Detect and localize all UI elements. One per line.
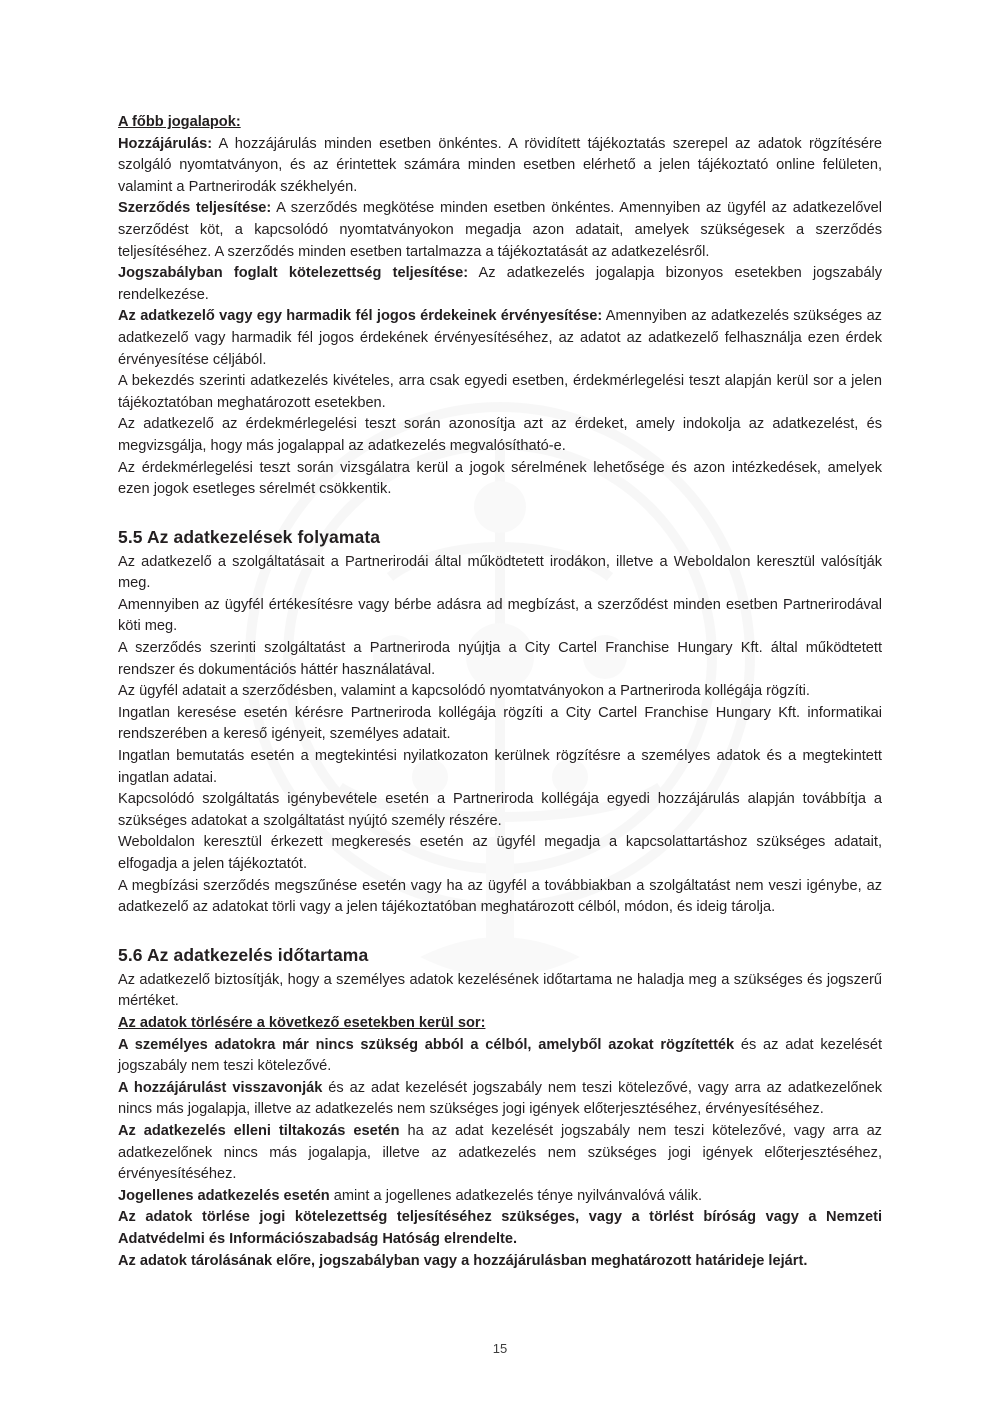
- section-heading-5-5: 5.5 Az adatkezelések folyamata: [118, 526, 381, 547]
- deletion-case-text: és az adat kezelését jogszabály nem teszi kötelezővé.: [118, 1036, 882, 1075]
- deletion-case-4: [118, 1186, 882, 1208]
- paragraph-text: Az adatkezelés jogalapja bizonyos esetekben jogszabály rendelkezése.: [118, 265, 883, 303]
- paragraph-jogszabalyi-kotelezettseg: [118, 263, 882, 306]
- section-heading-5-6: 5.6 Az adatkezelés időtartama: [118, 944, 369, 965]
- deletion-case-lead: Az adatok törlése jogi kötelezettség teljesítéséhez szükséges, vagy a törlést bíróság vagy a Nemzeti Adatvédelmi és Információszabadság Hatóság elrendelte.: [118, 1209, 882, 1247]
- deletion-case-lead: A személyes adatokra már nincs szükség abból a célból, amelyből azokat rögzítették: [118, 1036, 735, 1053]
- deletion-case-text: ha az adat kezelését jogszabály nem teszi kötelezővé, vagy arra az adatkezelőnek nincs más jogalapja, illetve az adatkezelés nem szükséges jogi igények előterjesztéséhez, érvényesítéséhez.: [118, 1122, 882, 1183]
- paragraph-hozzajarulas: [118, 134, 882, 199]
- deletion-case-text: amint a jogellenes adatkezelés ténye nyilvánvalóvá válik.: [329, 1187, 703, 1204]
- deletion-case-3: [118, 1121, 882, 1186]
- deletion-case-5: [118, 1207, 882, 1250]
- deletion-case-lead: A hozzájárulást visszavonják: [118, 1079, 323, 1096]
- paragraph-text: Amennyiben az adatkezelés szükséges az adatkezelő vagy harmadik fél jogos érdekének érvényesítéséhez, az adatot az adatkezelő felhasználja ezen érdek érvényesítése céljából.: [118, 308, 882, 368]
- paragraph-jogos-erdek: [118, 306, 882, 371]
- deletion-case-6: [118, 1251, 882, 1273]
- section-5-5-paragraph-6: Ingatlan bemutatás esetén a megtekintési nyilatkozaton kerülnek rögzítésre a személyes adatok és a megtekintett ingatlan adatai.: [118, 748, 882, 786]
- legal-basis-heading: A főbb jogalapok:: [118, 114, 241, 130]
- section-5-5-paragraph-9: A megbízási szerződés megszűnése esetén vagy ha az ügyfél a továbbiakban a szolgáltatást nem veszi igénybe, az adatkezelő az adatokat törli vagy a jelen tájékoztatóban meghatározott célból, módon, és ideig tárolja.: [118, 877, 882, 916]
- deletion-case-1: [118, 1035, 882, 1078]
- section-5-5-paragraph-5: Ingatlan keresése esetén kérésre Partneriroda kollégája rögzíti a City Cartel Franchise Hungary Kft. informatikai rendszerében a kereső igényeit, személyes adatait.: [118, 704, 882, 743]
- deletion-case-lead: Az adatkezelés elleni tiltakozás esetén: [118, 1122, 400, 1139]
- deletion-case-text: és az adat kezelését jogszabály nem teszi kötelezővé, vagy arra az adatkezelőnek nincs más jogalapja, illetve az adatkezelés nem szükséges jogi igények előterjesztéséhez, érvényesítéséhez.: [118, 1079, 882, 1118]
- section-5-5-paragraph-2: Amennyiben az ügyfél értékesítésre vagy bérbe adásra ad megbízást, a szerződést minden esetben Partnerirodával köti meg.: [118, 596, 882, 635]
- deletion-case-2: [118, 1078, 882, 1121]
- deletion-case-lead: Az adatok tárolásának előre, jogszabályban vagy a hozzájárulásban meghatározott határideje lejárt.: [118, 1252, 808, 1269]
- paragraph-text: A hozzájárulás minden esetben önkéntes. A rövidített tájékoztatás szerepel az adatok rögzítésére szolgáló nyomtatványon, és az érintettek számára minden esetben elérhető a jelen tájékoztató online felületen, valamint a Partnerirodák székhelyén.: [118, 135, 882, 195]
- paragraph-erdekmerlegeles-vizsgalat: Az érdekmérlegelési teszt során vizsgálatra kerül a jogok sérelmének lehetősége és azon intézkedések, amelyek ezen jogok esetleges sérelmét csökkentik.: [118, 459, 882, 498]
- deletion-case-lead: Jogellenes adatkezelés esetén: [118, 1187, 330, 1204]
- paragraph-erdekmerlegeles-azonositas: Az adatkezelő az érdekmérlegelési teszt során azonosítja azt az érdeket, amely indokolja az adatkezelést, és megvizsgálja, hogy más jogalappal az adatkezelés megvalósítható-e.: [118, 416, 882, 454]
- page-number: 15: [492, 1341, 508, 1356]
- section-5-5-paragraph-3: A szerződés szerinti szolgáltatást a Partneriroda nyújtja a City Cartel Franchise Hungary Kft. által működtetett rendszer és dokumentációs háttér használatával.: [118, 640, 882, 678]
- paragraph-erdekmerlegeles-kivetel: A bekezdés szerinti adatkezelés kivételes, arra csak egyedi esetben, érdekmérlegelési teszt alapján kerül sor a jelen tájékoztatóban meghatározott esetekben.: [118, 373, 882, 411]
- paragraph-lead: Hozzájárulás:: [118, 135, 213, 152]
- section-5-6-intro: Az adatkezelő biztosítják, hogy a személyes adatok kezelésének időtartama ne haladja meg a szükséges és jogszerű mértéket.: [118, 971, 882, 1010]
- section-5-5-paragraph-1: Az adatkezelő a szolgáltatásait a Partnerirodái által működtetett irodákon, illetve a Weboldalon keresztül valósítják meg.: [118, 553, 882, 592]
- paragraph-lead: Jogszabályban foglalt kötelezettség teljesítése:: [118, 265, 469, 282]
- paragraph-szerzodes-teljesitese: [118, 198, 882, 263]
- paragraph-text: A szerződés megkötése minden esetben önkéntes. Amennyiben az ügyfél az adatkezelővel szerződést köt, a kapcsolódó nyomtatványokon megadja azon adatait, amelyek szükségesek a szerződés teljesítéséhez. A szerződés minden esetben tartalmazza a tájékoztatását az adatkezelésről.: [118, 200, 882, 260]
- section-5-6-subheading: Az adatok törlésére a következő esetekben kerül sor:: [118, 1014, 486, 1031]
- section-5-5-paragraph-7: Kapcsolódó szolgáltatás igénybevétele esetén a Partneriroda kollégája egyedi hozzájárulás alapján továbbítja a szükséges adatokat a szolgáltatást nyújtó személy részére.: [118, 791, 882, 829]
- paragraph-lead: Szerződés teljesítése:: [118, 200, 272, 217]
- section-5-5-paragraph-8: Weboldalon keresztül érkezett megkeresés esetén az ügyfél megadja a kapcsolattartáshoz szükséges adatait, elfogadja a jelen tájékoztatót.: [118, 834, 882, 872]
- section-5-5-paragraph-4: Az ügyfél adatait a szerződésben, valamint a kapcsolódó nyomtatványokon a Partneriroda kollégája rögzíti.: [118, 683, 810, 700]
- paragraph-lead: Az adatkezelő vagy egy harmadik fél jogos érdekeinek érvényesítése:: [118, 308, 603, 325]
